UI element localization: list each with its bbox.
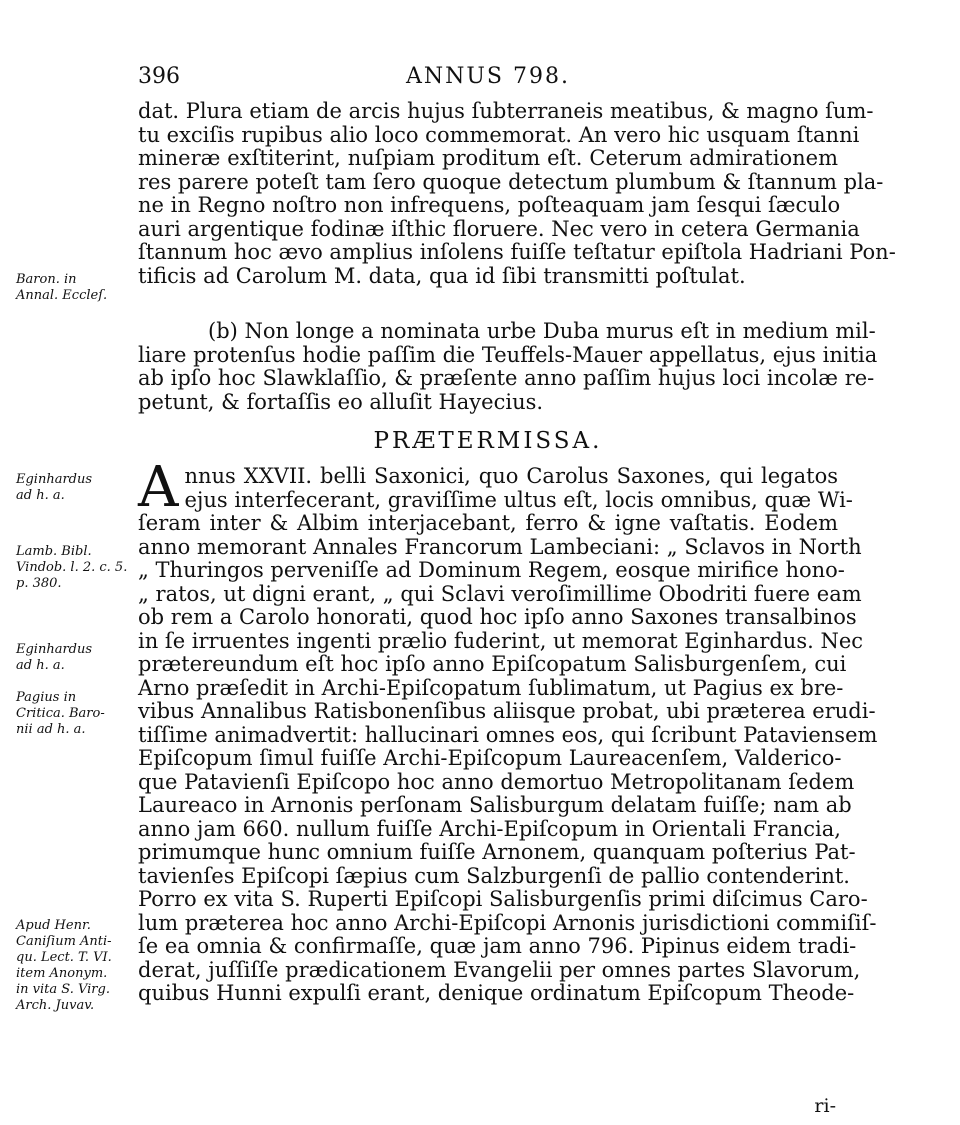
text-line: ſtannum hoc ævo amplius inſolens fuiſſe teſtatur epiſtola Hadriani Pon-: [138, 240, 896, 264]
margin-note-line: ad h. a.: [16, 658, 65, 673]
margin-note-line: p. 380.: [16, 576, 62, 591]
margin-note-line: Arch. Juvav.: [16, 998, 95, 1013]
text-line: Porro ex vita S. Ruperti Epiſcopi Salisburgenſis primi diſcimus Caro-: [138, 887, 868, 911]
text-line: liare protenſus hodie paſſim die Teuffels-Mauer appellatus, ejus initia: [138, 342, 878, 367]
margin-note-line: nii ad h. a.: [16, 722, 86, 737]
running-head: ANNUS 798.: [406, 64, 570, 89]
text-line: anno jam 660. nullum fuiſſe Archi-Epiſcopum in Orientali Francia,: [138, 816, 841, 841]
margin-note-line: Vindob. l. 2. c. 5.: [16, 560, 128, 575]
margin-note-line: Pagius in: [16, 690, 77, 705]
drop-cap: A: [138, 455, 179, 520]
text-line: tificis ad Carolum M. data, qua id ſibi transmitti poſtulat.: [138, 263, 746, 288]
margin-note-line: in vita S. Virg.: [16, 982, 110, 997]
margin-note-line: qu. Lect. T. VI.: [16, 950, 112, 965]
paragraph-note-a: [138, 99, 896, 288]
text-line: dat. Plura etiam de arcis hujus ſubterraneis meatibus, & magno ſum-: [138, 99, 874, 123]
margin-note-line: item Anonym.: [16, 966, 108, 981]
page-header: [138, 64, 838, 94]
margin-note-line: ad h. a.: [16, 488, 65, 503]
margin-note: [16, 690, 138, 738]
margin-note-line: Eginhardus: [16, 642, 93, 657]
section-heading: PRÆTERMISSA.: [373, 428, 603, 454]
paragraph-note-b: [138, 319, 878, 414]
text-line: derat, juſſiſſe prædicationem Evangelii per omnes partes Slavorum,: [138, 957, 861, 982]
margin-note-line: Annal. Eccleſ.: [16, 288, 108, 303]
text-line: res parere poteſt tam ſero quoque detectum plumbum & ſtannum pla-: [138, 169, 884, 194]
text-line: ſeram inter & Albim interjacebant, ferro & igne vaſtatis. Eodem: [138, 511, 838, 535]
text-line: (b) Non longe a nominata urbe Duba murus eſt in medium mil-: [208, 319, 876, 343]
text-line: Arno præſedit in Archi-Epiſcopatum ſublimatum, ut Pagius ex bre-: [138, 675, 844, 700]
text-line: que Patavienſi Epiſcopo hoc anno demortuo Metropolitanam ſedem: [138, 769, 855, 794]
text-line: anno memorant Annales Francorum Lambeciani: „ Sclavos in North: [138, 534, 862, 559]
text-line: ſe ea omnia & confirmaſſe, quæ jam anno 796. Pipinus eidem tradi-: [138, 934, 857, 958]
text-line: ab ipſo hoc Slawklaſſio, & præſente anno paſſim hujus loci incolæ re-: [138, 366, 875, 390]
text-line: quibus Hunni expulſi erant, denique ordinatum Epiſcopum Theode-: [138, 981, 855, 1005]
margin-note-line: Critica. Baro-: [16, 706, 105, 721]
text-line: Laureaco in Arnonis perſonam Salisburgum delatam fuiſſe; nam ab: [138, 793, 852, 817]
margin-note-line: Lamb. Bibl.: [16, 544, 92, 559]
text-line: mineræ exſtiterint, nuſpiam proditum eſt. Ceterum admirationem: [138, 146, 838, 170]
catchword: ri-: [814, 1095, 836, 1117]
text-line: ne in Regno noſtro non infrequens, poſteaquam jam ſesqui ſæculo: [138, 193, 841, 217]
text-line: nnus XXVII. belli Saxonici, quo Carolus Saxones, qui legatos: [184, 464, 838, 488]
text-line: vibus Annalibus Ratisbonenſibus aliisque probat, ubi præterea erudi-: [138, 699, 876, 723]
text-line: ob rem a Carolo honorati, quod hoc ipſo anno Saxones transalbinos: [138, 605, 857, 629]
margin-note-line: Apud Henr.: [16, 918, 91, 933]
margin-note: [16, 544, 138, 592]
text-line: „ Thuringos perveniſſe ad Dominum Regem, eosque mirifice hono-: [138, 558, 845, 582]
text-line: auri argentique fodinæ iſthic floruere. Nec vero in cetera Germania: [138, 216, 860, 241]
text-line: Epiſcopum ſimul fuiſſe Archi-Epiſcopum Laureacenſem, Valderico-: [138, 746, 842, 770]
text-line: tavienſes Epiſcopi ſæpius cum Salzburgenſi de pallio contenderint.: [138, 863, 850, 888]
text-line: prætereundum eſt hoc ipſo anno Epiſcopatum Salisburgenſem, cui: [138, 652, 847, 676]
text-line: tu exciſis rupibus alio loco commemorat. An vero hic usquam ſtanni: [138, 122, 860, 147]
text-line: in ſe irruentes ingenti prælio fuderint, ut memorat Eginhardus. Nec: [138, 628, 864, 653]
margin-note-line: Baron. in: [16, 272, 77, 287]
margin-note: [16, 918, 138, 1014]
text-line: „ ratos, ut digni erant, „ qui Sclavi veroſimillime Obodriti fuere eam: [138, 581, 862, 606]
paragraph-praetermissa: [138, 455, 878, 1006]
margin-note: [16, 642, 138, 674]
text-line: petunt, & fortaſſis eo alluſit Hayecius.: [138, 389, 544, 414]
text-line: primumque hunc omnium fuiſſe Arnonem, quanquam poſterius Pat-: [138, 840, 856, 864]
margin-note: [16, 272, 138, 304]
page-number: 396: [138, 64, 180, 89]
text-line: ejus interfecerant, graviſſime ultus eſt, locis omnibus, quæ Wi-: [184, 487, 853, 512]
margin-note-line: Caniſium Anti-: [16, 934, 112, 949]
margin-note-line: Eginhardus: [16, 472, 93, 487]
margin-note: [16, 472, 138, 504]
text-line: tiſſime animadvertit: hallucinari omnes eos, qui ſcribunt Pataviensem: [138, 722, 878, 747]
text-line: lum præterea hoc anno Archi-Epiſcopi Arnonis jurisdictioni commiſiſ-: [138, 910, 877, 935]
